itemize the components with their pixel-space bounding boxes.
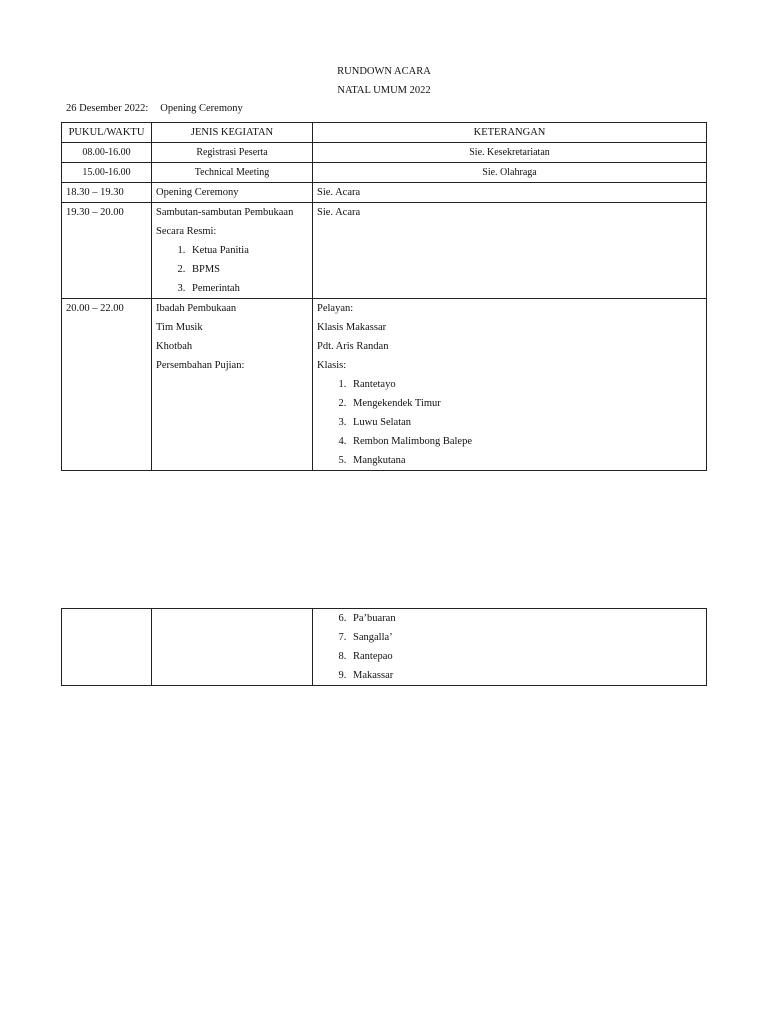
list-item: 6. Pa’buaran xyxy=(349,609,702,628)
note-line: Pelayan: xyxy=(317,303,354,314)
table-row xyxy=(62,299,707,471)
klasis-list-continued xyxy=(317,609,702,685)
note-line: Pdt. Aris Randan xyxy=(317,341,389,352)
activity-line: Khotbah xyxy=(156,341,193,352)
list-item: 2. BPMS xyxy=(188,260,308,279)
date-line xyxy=(66,103,243,114)
activity-line: Secara Resmi: xyxy=(156,226,217,237)
activity-line: Sambutan-sambutan Pembukaan xyxy=(156,207,294,218)
row-time xyxy=(62,609,152,686)
activity-line: Tim Musik xyxy=(156,322,203,333)
event-date: 26 Desember 2022: xyxy=(66,103,149,114)
row-time: 19.30 – 20.00 xyxy=(62,203,152,299)
title-line-1: RUNDOWN ACARA xyxy=(337,66,431,77)
column-header-time: PUKUL/WAKTU xyxy=(62,123,152,143)
rundown-table xyxy=(61,122,707,471)
speaker-list xyxy=(156,241,308,298)
activity-line: Ibadah Pembukaan xyxy=(156,303,237,314)
continuation-table xyxy=(61,608,707,686)
row-activity: Technical Meeting xyxy=(152,163,313,183)
row-note xyxy=(313,299,707,471)
row-time: 08.00-16.00 xyxy=(62,143,152,163)
list-item: 7. Sangalla’ xyxy=(349,628,702,647)
list-item: 4. Rembon Malimbong Balepe xyxy=(349,432,702,451)
title-line-2: NATAL UMUM 2022 xyxy=(337,85,431,96)
row-note xyxy=(313,609,707,686)
row-time: 15.00-16.00 xyxy=(62,163,152,183)
row-activity xyxy=(152,609,313,686)
table-row xyxy=(62,163,707,183)
list-item: 9. Makassar xyxy=(349,666,702,685)
klasis-list xyxy=(317,375,702,470)
row-note: Sie. Kesekretariatan xyxy=(313,143,707,163)
column-header-note: KETERANGAN xyxy=(313,123,707,143)
list-item: 3. Pemerintah xyxy=(188,279,308,298)
note-line: Klasis Makassar xyxy=(317,322,387,333)
list-item: 1. Ketua Panitia xyxy=(188,241,308,260)
column-header-activity: JENIS KEGIATAN xyxy=(152,123,313,143)
table-row xyxy=(62,183,707,203)
note-line: Klasis: xyxy=(317,360,347,371)
row-note: Sie. Acara xyxy=(313,203,707,299)
row-note: Sie. Olahraga xyxy=(313,163,707,183)
list-item: 2. Mengekendek Timur xyxy=(349,394,702,413)
row-time: 18.30 – 19.30 xyxy=(62,183,152,203)
table-row xyxy=(62,609,707,686)
activity-line: Persembahan Pujian: xyxy=(156,360,245,371)
list-item: 8. Rantepao xyxy=(349,647,702,666)
list-item: 3. Luwu Selatan xyxy=(349,413,702,432)
list-item: 1. Rantetayo xyxy=(349,375,702,394)
row-activity: Registrasi Peserta xyxy=(152,143,313,163)
row-time: 20.00 – 22.00 xyxy=(62,299,152,471)
table-row xyxy=(62,203,707,299)
row-note: Sie. Acara xyxy=(313,183,707,203)
row-activity xyxy=(152,203,313,299)
row-activity xyxy=(152,299,313,471)
row-activity: Opening Ceremony xyxy=(152,183,313,203)
table-header-row xyxy=(62,123,707,143)
list-item: 5. Mangkutana xyxy=(349,451,702,470)
event-name: Opening Ceremony xyxy=(160,103,243,114)
table-row xyxy=(62,143,707,163)
